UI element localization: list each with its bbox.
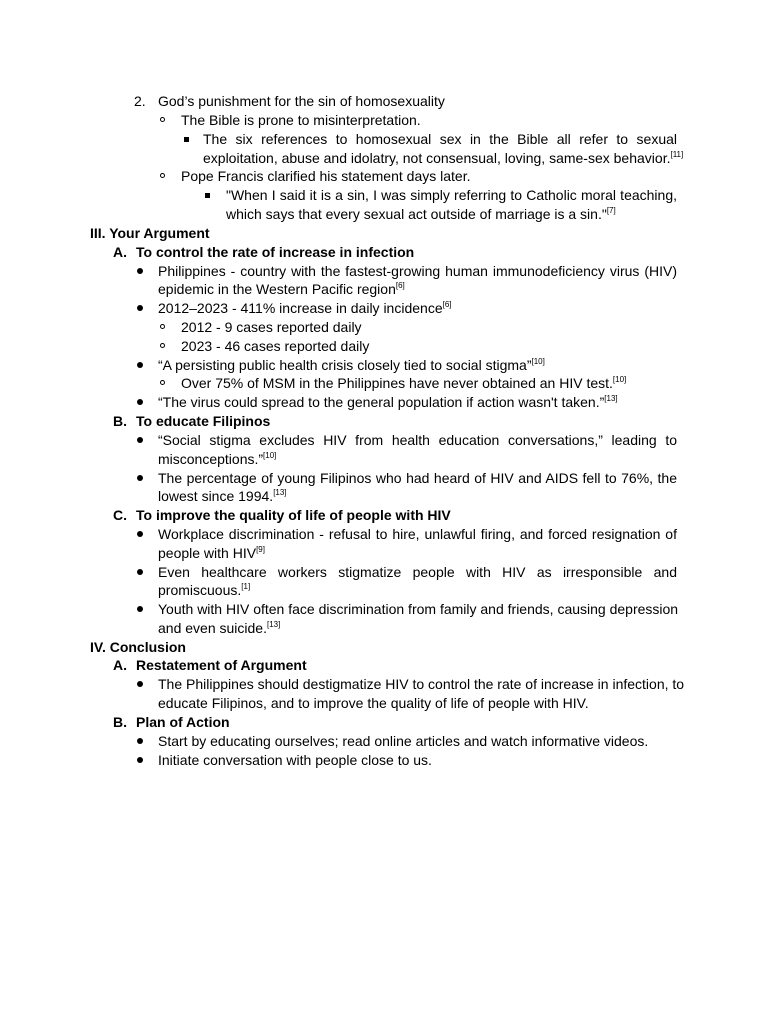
- citation-ref: [6]: [395, 281, 405, 290]
- bullet-icon: [137, 531, 143, 537]
- hollow-bullet-icon: [160, 324, 165, 329]
- citation-ref: [13]: [604, 394, 618, 403]
- bullet-icon: [137, 757, 143, 763]
- list-item-text: misconceptions.”[10]: [158, 451, 277, 467]
- subsection-label: A.: [113, 657, 127, 673]
- bullet-icon: [137, 681, 143, 687]
- bullet-icon: [137, 268, 143, 274]
- section-heading: III. Your Argument: [90, 225, 210, 241]
- list-item-text: Philippines - country with the fastest-growing human immunodeficiency virus (HIV): [158, 263, 677, 279]
- citation-ref: [6]: [442, 300, 452, 309]
- list-item-text: Workplace discrimination - refusal to hire, unlawful firing, and forced resignation of: [158, 526, 677, 542]
- list-item-text: 2012–2023 - 411% increase in daily incidence[6]: [158, 300, 452, 316]
- square-bullet-icon: [184, 137, 189, 142]
- citation-ref: [9]: [256, 545, 265, 554]
- citation-ref: [13]: [266, 620, 281, 629]
- list-item-text: The Bible is prone to misinterpretation.: [181, 112, 421, 128]
- subsection-label: A.: [113, 244, 127, 260]
- bullet-icon: [137, 362, 143, 368]
- citation-ref: [13]: [273, 488, 287, 497]
- subsection-title: Restatement of Argument: [136, 657, 307, 673]
- list-item-text: exploitation, abuse and idolatry, not consensual, loving, same-sex behavior.[11]: [203, 150, 684, 166]
- subsection-label: B.: [113, 714, 127, 730]
- list-item-text: "When I said it is a sin, I was simply referring to Catholic moral teaching,: [226, 187, 677, 203]
- list-item-text: people with HIV[9]: [158, 545, 265, 561]
- bullet-icon: [137, 569, 143, 575]
- list-item-text: God’s punishment for the sin of homosexuality: [158, 93, 445, 109]
- list-item-text: “A persisting public health crisis closely tied to social stigma”[10]: [158, 357, 545, 373]
- section-heading: IV. Conclusion: [90, 639, 186, 655]
- list-number: 2.: [134, 93, 146, 109]
- list-item-text: which says that every sexual act outside of marriage is a sin."[7]: [226, 206, 616, 222]
- list-item-text: “The virus could spread to the general population if action wasn't taken.”[13]: [158, 394, 618, 410]
- list-item-text: The six references to homosexual sex in the Bible all refer to sexual: [203, 131, 677, 147]
- citation-ref: [1]: [241, 582, 251, 591]
- list-item-text: promiscuous.[1]: [158, 582, 251, 598]
- list-item-text: Initiate conversation with people close to us.: [158, 752, 432, 768]
- list-item-text: lowest since 1994.[13]: [158, 488, 287, 504]
- list-item-text: The percentage of young Filipinos who had heard of HIV and AIDS fell to 76%, the: [158, 470, 677, 486]
- hollow-bullet-icon: [160, 173, 165, 178]
- citation-ref: [11]: [670, 150, 684, 159]
- bullet-icon: [137, 475, 143, 481]
- list-item-text: Pope Francis clarified his statement days later.: [181, 168, 471, 184]
- subsection-title: To control the rate of increase in infection: [136, 244, 415, 260]
- list-item-text: Start by educating ourselves; read online articles and watch informative videos.: [158, 733, 649, 749]
- bullet-icon: [137, 738, 143, 744]
- hollow-bullet-icon: [160, 343, 165, 348]
- list-item-text: “Social stigma excludes HIV from health education conversations,” leading to: [158, 432, 677, 448]
- subsection-label: B.: [113, 413, 127, 429]
- list-item-text: and even suicide.[13]: [158, 620, 281, 636]
- citation-ref: [7]: [606, 206, 616, 215]
- list-item-text: Even healthcare workers stigmatize people with HIV as irresponsible and: [158, 564, 677, 580]
- subsection-title: Plan of Action: [136, 714, 230, 730]
- list-item-text: educate Filipinos, and to improve the quality of life of people with HIV.: [158, 695, 589, 711]
- hollow-bullet-icon: [160, 380, 165, 385]
- subsection-title: To improve the quality of life of people with HIV: [136, 507, 451, 523]
- citation-ref: [10]: [263, 451, 277, 460]
- citation-ref: [10]: [612, 375, 627, 384]
- list-item-text: epidemic in the Western Pacific region[6]: [158, 281, 405, 297]
- list-item-text: Youth with HIV often face discrimination from family and friends, causing depression: [158, 601, 679, 617]
- bullet-icon: [137, 606, 143, 612]
- citation-ref: [10]: [531, 357, 545, 366]
- bullet-icon: [137, 399, 143, 405]
- subsection-label: C.: [113, 507, 127, 523]
- list-item-text: 2023 - 46 cases reported daily: [181, 338, 370, 354]
- list-item-text: Over 75% of MSM in the Philippines have never obtained an HIV test.[10]: [181, 375, 627, 391]
- list-item-text: The Philippines should destigmatize HIV to control the rate of increase in infection, to: [158, 676, 685, 692]
- subsection-title: To educate Filipinos: [136, 413, 271, 429]
- hollow-bullet-icon: [160, 117, 165, 122]
- square-bullet-icon: [205, 193, 210, 198]
- bullet-icon: [137, 437, 143, 443]
- list-item-text: 2012 - 9 cases reported daily: [181, 319, 362, 335]
- bullet-icon: [137, 305, 143, 311]
